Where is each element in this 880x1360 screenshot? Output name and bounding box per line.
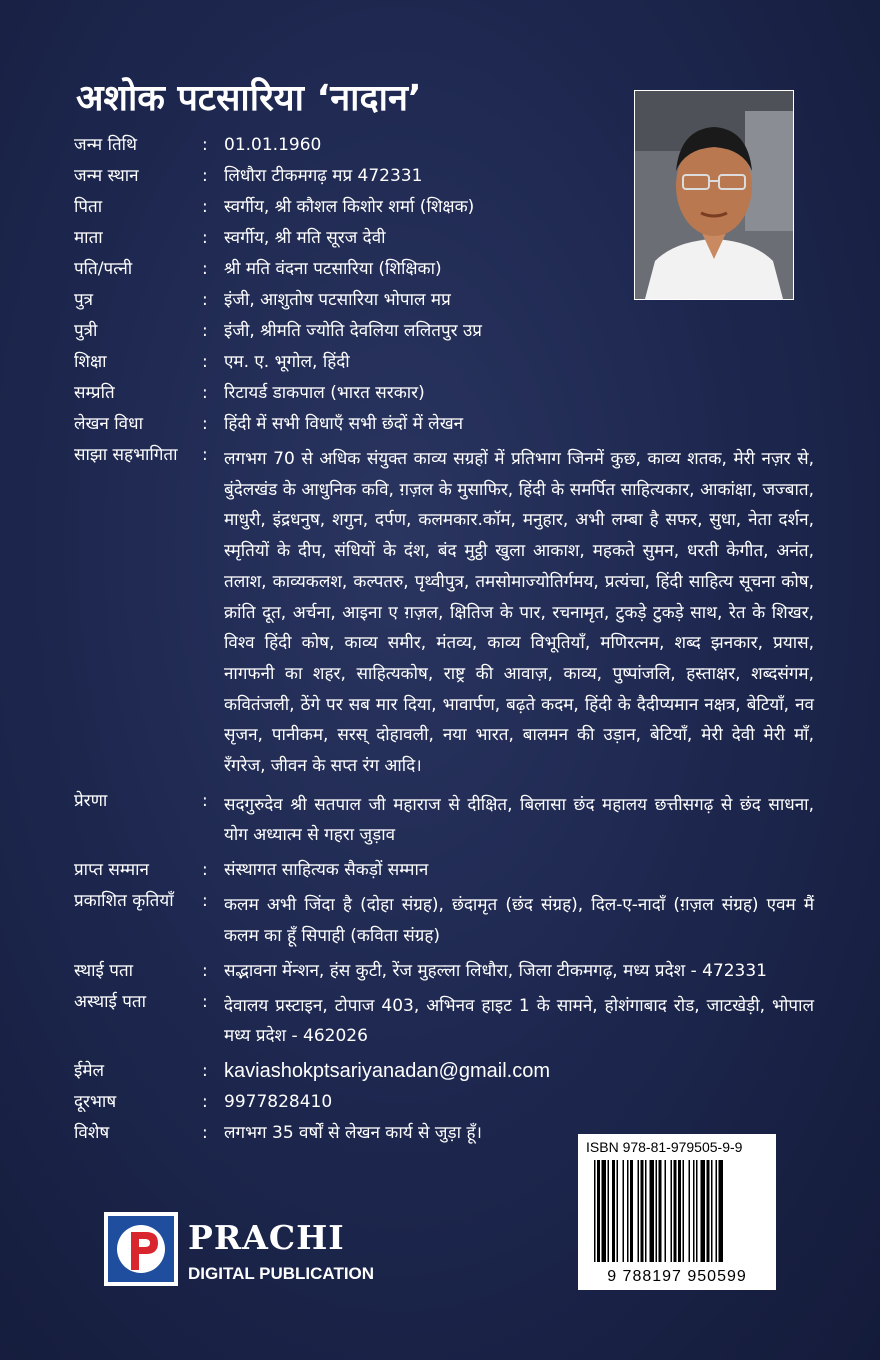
detail-value: स्वर्गीय, श्री मति सूरज देवी xyxy=(224,228,386,248)
detail-row xyxy=(74,289,814,312)
barcode-bar xyxy=(719,1160,724,1262)
detail-row xyxy=(74,196,814,219)
publisher-logo-icon xyxy=(104,1212,178,1286)
barcode-bar xyxy=(627,1160,629,1262)
barcode-bar xyxy=(630,1160,633,1262)
detail-value: इंजी, श्रीमति ज्योति देवलिया ललितपुर उप्र xyxy=(224,321,482,341)
detail-value: लगभग 35 वर्षों से लेखन कार्य से जुड़ा हूँ। xyxy=(224,1122,482,1143)
barcode-bar xyxy=(707,1160,710,1262)
detail-label: ईमेल xyxy=(74,1060,105,1081)
detail-label: सम्प्रति xyxy=(74,383,115,403)
barcode-bar xyxy=(701,1160,706,1262)
detail-label: प्रकाशित कृतियाँ xyxy=(74,891,174,912)
detail-row xyxy=(74,960,814,983)
detail-label: अस्थाई पता xyxy=(74,991,147,1012)
detail-label: साझा सहभागिता xyxy=(74,445,178,465)
barcode-bar xyxy=(602,1160,607,1262)
detail-row xyxy=(74,859,814,882)
detail-colon: : xyxy=(202,414,208,434)
detail-row xyxy=(74,890,814,951)
detail-value: सद्भावना मेंन्शन, हंस कुटी, रेंज मुहल्ला लिधौरा, जिला टीकमगढ़, मध्य प्रदेश - 472331 xyxy=(224,960,767,981)
detail-value: हिंदी में सभी विधाएँ सभी छंदों में लेखन xyxy=(224,414,464,434)
barcode-bar xyxy=(674,1160,677,1262)
detail-label: प्राप्त सम्मान xyxy=(74,860,149,881)
detail-label: विशेष xyxy=(74,1122,110,1143)
barcode-bar xyxy=(716,1160,718,1262)
barcode-bar xyxy=(594,1160,596,1262)
detail-label: प्रेरणा xyxy=(74,790,108,811)
detail-value: सदगुरुदेव श्री सतपाल जी महाराज से दीक्षित, बिलासा छंद महालय छत्तीसगढ़ से छंद साधना, योग अध्यात्म से गहरा जुड़ाव xyxy=(224,794,814,846)
detail-label: स्थाई पता xyxy=(74,960,134,981)
detail-label: शिक्षा xyxy=(74,352,107,372)
detail-row xyxy=(74,165,814,188)
detail-value: कलम अभी जिंदा है (दोहा संग्रह), छंदामृत (छंद संग्रह), दिल-ए-नादाँ (ग़ज़ल संग्रह) एवम मैं कलम का हूँ सिपाही (कविता संग्रह) xyxy=(224,895,814,946)
publisher-name: PRACHI xyxy=(188,1218,345,1257)
detail-label: पति/पत्नी xyxy=(74,259,133,279)
detail-colon: : xyxy=(202,197,208,217)
barcode-bar xyxy=(656,1160,658,1262)
barcode-bar xyxy=(608,1160,610,1262)
detail-value: रिटायर्ड डाकपाल (भारत सरकार) xyxy=(224,383,425,403)
detail-colon: : xyxy=(202,321,208,341)
detail-label: लेखन विधा xyxy=(74,414,143,434)
barcode-bar xyxy=(665,1160,667,1262)
detail-row xyxy=(74,790,814,851)
detail-colon: : xyxy=(202,383,208,403)
barcode-bar xyxy=(689,1160,691,1262)
barcode-bar xyxy=(711,1160,713,1262)
details-list xyxy=(74,134,814,1153)
detail-colon: : xyxy=(202,135,208,155)
detail-row xyxy=(74,227,814,250)
barcode-graphic xyxy=(594,1160,760,1262)
email-value[interactable]: kaviashokptsariyanadan@gmail.com xyxy=(224,1059,551,1082)
publisher-subtitle: DIGITAL PUBLICATION xyxy=(188,1264,375,1283)
barcode-bar xyxy=(678,1160,681,1262)
detail-colon: : xyxy=(202,891,208,912)
detail-label: पिता xyxy=(74,197,103,217)
barcode-bar xyxy=(617,1160,619,1262)
barcode-bar xyxy=(645,1160,647,1262)
barcode-bar xyxy=(623,1160,625,1262)
detail-colon: : xyxy=(202,1122,208,1143)
detail-row xyxy=(74,1091,814,1114)
detail-colon: : xyxy=(202,290,208,310)
isbn-label: ISBN 978-81-979505-9-9 xyxy=(586,1139,743,1155)
detail-label: पुत्र xyxy=(74,290,94,310)
detail-colon: : xyxy=(202,790,208,811)
detail-value: संस्थागत साहित्यक सैकड़ों सम्मान xyxy=(224,860,429,881)
detail-value: इंजी, आशुतोष पटसारिया भोपाल मप्र xyxy=(224,290,451,310)
detail-colon: : xyxy=(202,259,208,279)
detail-label: जन्म स्थान xyxy=(74,166,139,186)
author-title: अशोक पटसारिया ‘नादान’ xyxy=(76,78,422,119)
detail-value: लगभग 70 से अधिक संयुक्त काव्य सग्रहों में प्रतिभाग जिनमें कुछ, काव्य शतक, मेरी नज़र से, बुंदेलखंड के आधुनिक कवि, ग़ज़ल के मुसाफिर, हिंदी के समर्पित साहित्यकार, आकांक्षा, जज्बात, माधुरी, इंद्रधनुष, शगुन, दर्पण, कलमकार.कॉम, मनुहार, अभी लम्बा है सफर, सुधा, नेता दर्शन, स्मृतियों के दीप, संधियों के दंश, बंद मुट्ठी खुला आकाश, महकते सुमन, धरती केगीत, अनंत, तलाश, काव्यकलश, कल्पतरु, पृथ्वीपुत्र, तमसोमाज्योतिर्गमय, प्रत्यंचा, हिंदी साहित्य सूचना कोष, क्रांति दूत, अर्चना, आइना ए ग़ज़ल, क्षितिज के पार, रचनामृत, टुकड़े टुकड़े साथ, रेत के शिखर, विश्व हिंदी कोष, काव्य समीर, मंतव्य, काव्य विभूतियाँ, मणिरत्नम, शब्द झनकार, प्रयास, नागफनी का शहर, साहित्यकोष, राष्ट्र की आवाज़, काव्य, पुष्पांजलि, हस्ताक्षर, शब्दसंगम, कवितंजली, ठेंगे पर सब मार दिया, भावार्पण, बढ़ते कदम, हिंदी के दैदीप्यमान नक्षत्र, बेटियाँ, नव सृजन, पानीकम, सरस् दोहावली, नया भारत, बालमन की उड़ान, बेटियाँ, मेरी देवी मेरी माँ, रँगरेज, जीवन के सप्त रंग आदि। xyxy=(224,449,814,777)
detail-value: श्री मति वंदना पटसारिया (शिक्षिका) xyxy=(224,259,442,279)
detail-value: लिधौरा टीकमगढ़ मप्र 472331 xyxy=(224,166,423,186)
detail-row xyxy=(74,413,814,436)
detail-value: देवालय प्रस्टाइन, टोपाज 403, अभिनव हाइट 1 के सामने, होशंगाबाद रोड, जाटखेड़ी, भोपाल मध्य प्रदेश - 462026 xyxy=(224,995,814,1047)
detail-colon: : xyxy=(202,228,208,248)
detail-colon: : xyxy=(202,860,208,881)
detail-colon: : xyxy=(202,1091,208,1112)
detail-row xyxy=(74,991,814,1052)
detail-colon: : xyxy=(202,166,208,186)
detail-label: पुत्री xyxy=(74,321,98,341)
detail-label: जन्म तिथि xyxy=(74,135,137,155)
detail-label: दूरभाष xyxy=(74,1091,117,1112)
barcode-bar xyxy=(597,1160,600,1262)
barcode-bar xyxy=(641,1160,644,1262)
detail-value: एम. ए. भूगोल, हिंदी xyxy=(224,352,350,372)
detail-row xyxy=(74,382,814,405)
detail-row xyxy=(74,134,814,157)
barcode-bar xyxy=(638,1160,640,1262)
barcode-bar xyxy=(683,1160,685,1262)
detail-colon: : xyxy=(202,991,208,1012)
detail-row xyxy=(74,444,814,782)
barcode-bar xyxy=(671,1160,673,1262)
detail-colon: : xyxy=(202,960,208,981)
isbn-digits: 9 788197 950599 xyxy=(607,1268,747,1285)
barcode-bar xyxy=(612,1160,615,1262)
barcode-bar xyxy=(650,1160,655,1262)
phone-value: 9977828410 xyxy=(224,1091,333,1112)
detail-colon: : xyxy=(202,1060,208,1081)
barcode-bar xyxy=(693,1160,695,1262)
isbn-barcode-box xyxy=(578,1134,776,1290)
detail-colon: : xyxy=(202,352,208,372)
detail-value: 01.01.1960 xyxy=(224,135,322,155)
detail-label: माता xyxy=(74,228,103,248)
detail-value: स्वर्गीय, श्री कौशल किशोर शर्मा (शिक्षक) xyxy=(224,197,475,217)
detail-colon: : xyxy=(202,445,208,465)
detail-row xyxy=(74,258,814,281)
detail-row xyxy=(74,1060,814,1083)
barcode-bar xyxy=(696,1160,698,1262)
detail-row xyxy=(74,320,814,343)
detail-row xyxy=(74,351,814,374)
barcode-bar xyxy=(659,1160,662,1262)
